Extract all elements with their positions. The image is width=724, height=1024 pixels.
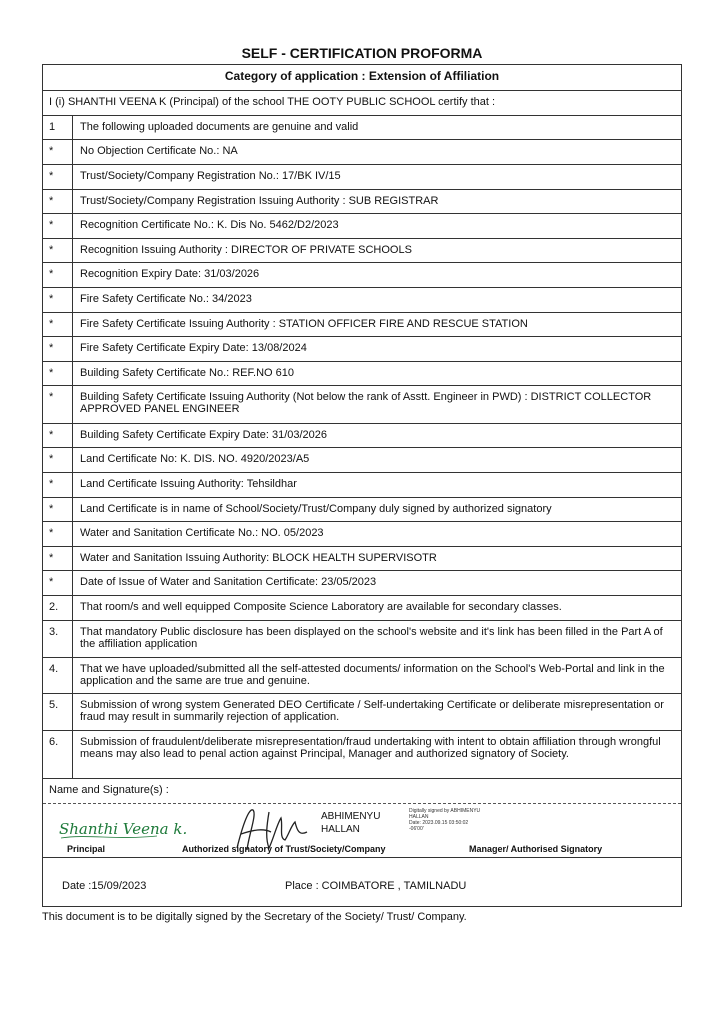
row-text: Fire Safety Certificate No.: 34/2023 (80, 293, 252, 305)
row-text: No Objection Certificate No.: NA (80, 145, 238, 157)
row-text: Trust/Society/Company Registration Issuing Authority : SUB REGISTRAR (80, 195, 439, 207)
row-number: 1 (43, 116, 73, 139)
table-row (43, 546, 681, 570)
row-number: * (43, 547, 73, 570)
signature-row (43, 803, 681, 857)
row-number: 6. (43, 731, 73, 778)
row-text: Land Certificate is in name of School/Society/Trust/Company duly signed by authorized signatory (80, 503, 552, 515)
row-number: * (43, 337, 73, 361)
row-text: The following uploaded documents are genuine and valid (80, 121, 359, 133)
row-number: * (43, 522, 73, 546)
table-row (43, 385, 681, 423)
row-number: * (43, 239, 73, 262)
date-text: Date :15/09/2023 (62, 880, 147, 892)
table-row (43, 336, 681, 361)
category-row (43, 65, 681, 90)
row-text: Water and Sanitation Certificate No.: NO. 05/2023 (80, 527, 324, 539)
svg-text:Shanthi Veena k.: Shanthi Veena k. (59, 820, 188, 838)
table-row (43, 447, 681, 472)
row-number: * (43, 288, 73, 312)
row-number: * (43, 448, 73, 472)
row-number: 4. (43, 658, 73, 693)
row-number: 2. (43, 596, 73, 620)
row-number: * (43, 190, 73, 213)
row-text: Recognition Certificate No.: K. Dis No. 5462/D2/2023 (80, 219, 339, 231)
name-signature-label: Name and Signature(s) : (49, 784, 169, 796)
row-text: That we have uploaded/submitted all the self-attested documents/ information on the School's Web-Portal and link in the application and the same are true and genuine. (80, 663, 665, 687)
row-text: Date of Issue of Water and Sanitation Certificate: 23/05/2023 (80, 576, 377, 588)
principal-signature-image (57, 814, 188, 844)
digital-signature-note: Digitally signed by ABHIMENYU HALLAN Date: 2023.09.15 03:50:02 -06'00' (409, 808, 481, 832)
footer-note: This document is to be digitally signed by the Secretary of the Society/ Trust/ Company. (42, 911, 467, 923)
digital-signer-name: ABHIMENYU HALLAN (321, 811, 381, 835)
row-text: Trust/Society/Company Registration No.: 17/BK IV/15 (80, 170, 341, 182)
row-text: Land Certificate No: K. DIS. NO. 4920/2023/A5 (80, 453, 310, 465)
row-text: Recognition Expiry Date: 31/03/2026 (80, 268, 260, 280)
table-row (43, 595, 681, 620)
row-text: Submission of wrong system Generated DEO Certificate / Self-undertaking Certificate or deliberate misrepresentation or fraud may result in summarily rejection of application. (80, 699, 664, 723)
row-text: Water and Sanitation Issuing Authority: BLOCK HEALTH SUPERVISOTR (80, 552, 437, 564)
table-row (43, 423, 681, 447)
table-row (43, 287, 681, 312)
intro-text: I (i) SHANTHI VEENA K (Principal) of the school THE OOTY PUBLIC SCHOOL certify that : (49, 96, 496, 108)
certification-table (42, 64, 682, 907)
row-text: Recognition Issuing Authority : DIRECTOR OF PRIVATE SCHOOLS (80, 244, 412, 256)
principal-label: Principal (67, 844, 106, 854)
authorized-signatory-label: Authorized signatory of Trust/Society/Company (182, 844, 386, 854)
row-text: Fire Safety Certificate Expiry Date: 13/08/2024 (80, 342, 307, 354)
row-number: * (43, 165, 73, 189)
intro-row (43, 90, 681, 115)
row-text: Fire Safety Certificate Issuing Authority : STATION OFFICER FIRE AND RESCUE STATION (80, 318, 528, 330)
table-row (43, 730, 681, 778)
table-row (43, 693, 681, 730)
row-number: * (43, 214, 73, 238)
row-text: Building Safety Certificate Expiry Date: 31/03/2026 (80, 429, 328, 441)
row-text: Land Certificate Issuing Authority: Tehsildhar (80, 478, 297, 490)
table-row (43, 472, 681, 497)
row-number: * (43, 362, 73, 385)
row-text: That mandatory Public disclosure has been displayed on the school's website and it's link has been filled in the Part A of the affiliation application (80, 626, 663, 650)
document-title: SELF - CERTIFICATION PROFORMA (241, 45, 483, 61)
table-row (43, 361, 681, 385)
table-row (43, 139, 681, 164)
table-row (43, 570, 681, 595)
row-number: * (43, 263, 73, 287)
table-row (43, 521, 681, 546)
row-number: * (43, 140, 73, 164)
table-row (43, 213, 681, 238)
table-row (43, 115, 681, 139)
row-number: 5. (43, 694, 73, 730)
place-text: Place : COIMBATORE , TAMILNADU (285, 880, 467, 892)
row-number: * (43, 386, 73, 423)
row-number: * (43, 571, 73, 595)
row-text: Building Safety Certificate No.: REF.NO 610 (80, 367, 294, 379)
row-number: 3. (43, 621, 73, 657)
row-text: That room/s and well equipped Composite Science Laboratory are available for secondary classes. (80, 601, 562, 613)
table-row (43, 262, 681, 287)
date-place-row (43, 857, 681, 906)
name-signature-row (43, 778, 681, 803)
row-text: Building Safety Certificate Issuing Authority (Not below the rank of Asstt. Engineer in PWD) : DISTRICT COLLECTOR APPROVED PANEL ENGINEER (80, 391, 652, 415)
row-number: * (43, 424, 73, 447)
table-row (43, 657, 681, 693)
manager-signatory-label: Manager/ Authorised Signatory (469, 844, 603, 854)
table-row (43, 620, 681, 657)
category-heading: Category of application : Extension of Affiliation (224, 69, 500, 83)
table-row (43, 238, 681, 262)
table-row (43, 312, 681, 336)
row-number: * (43, 313, 73, 336)
table-row (43, 497, 681, 521)
row-number: * (43, 498, 73, 521)
table-row (43, 164, 681, 189)
table-row (43, 189, 681, 213)
row-text: Submission of fraudulent/deliberate misrepresentation/fraud undertaking with intent to obtain affiliation through wrongful means may also lead to penal action against Principal, Manager and authorized signatory of Society. (80, 736, 661, 760)
row-number: * (43, 473, 73, 497)
